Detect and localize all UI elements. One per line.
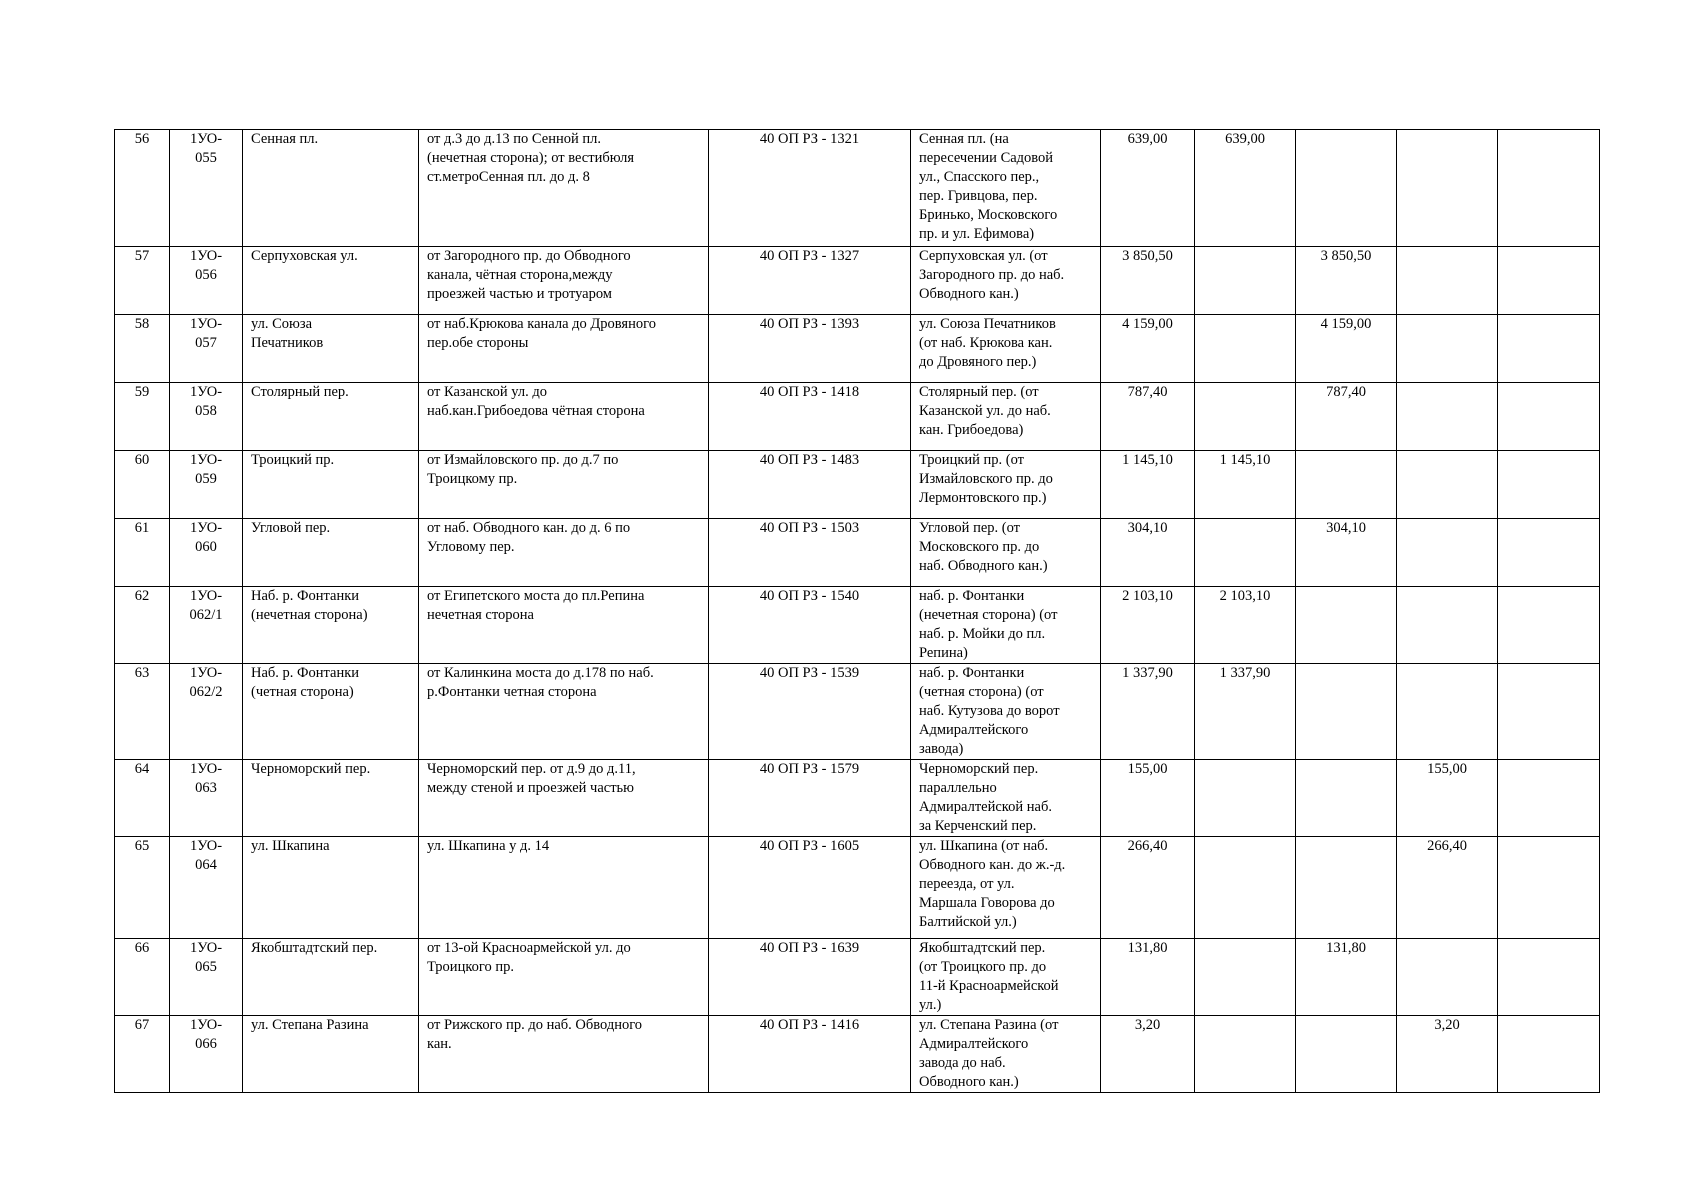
road-name-cell: Столярный пер. (от Казанской ул. до наб. кан. Грибоедова) [911, 383, 1101, 451]
value-cell-4 [1498, 939, 1600, 1016]
table-row [115, 939, 1600, 1016]
object-code-cell: 1УО- 060 [170, 519, 243, 587]
value-cell-2 [1296, 760, 1397, 837]
object-code-cell: 1УО- 062/2 [170, 664, 243, 760]
total-value-cell: 787,40 [1101, 383, 1195, 451]
street-name-cell: ул. Шкапина [243, 837, 419, 939]
total-value-cell: 3,20 [1101, 1016, 1195, 1093]
value-cell-3 [1397, 315, 1498, 383]
value-cell-3 [1397, 383, 1498, 451]
value-cell-1 [1195, 315, 1296, 383]
registry-number-cell: 40 ОП РЗ - 1579 [709, 760, 911, 837]
row-number-cell: 65 [115, 837, 170, 939]
row-number-cell: 66 [115, 939, 170, 1016]
street-name-cell: Наб. р. Фонтанки (четная сторона) [243, 664, 419, 760]
value-cell-3: 266,40 [1397, 837, 1498, 939]
location-description-cell: от д.3 до д.13 по Сенной пл. (нечетная сторона); от вестибюля ст.метроСенная пл. до д. 8 [419, 130, 709, 247]
road-name-cell: ул. Союза Печатников (от наб. Крюкова кан. до Дровяного пер.) [911, 315, 1101, 383]
row-number-cell: 67 [115, 1016, 170, 1093]
table-row [115, 451, 1600, 519]
total-value-cell: 1 145,10 [1101, 451, 1195, 519]
location-description-cell: от Казанской ул. до наб.кан.Грибоедова чётная сторона [419, 383, 709, 451]
total-value-cell: 639,00 [1101, 130, 1195, 247]
location-description-cell: от Египетского моста до пл.Репина нечетная сторона [419, 587, 709, 664]
location-description-cell: от Измайловского пр. до д.7 по Троицкому пр. [419, 451, 709, 519]
table-row [115, 130, 1600, 247]
value-cell-2: 304,10 [1296, 519, 1397, 587]
value-cell-3: 3,20 [1397, 1016, 1498, 1093]
total-value-cell: 266,40 [1101, 837, 1195, 939]
registry-number-cell: 40 ОП РЗ - 1639 [709, 939, 911, 1016]
location-description-cell: от наб. Обводного кан. до д. 6 по Угловому пер. [419, 519, 709, 587]
road-name-cell: наб. р. Фонтанки (четная сторона) (от наб. Кутузова до ворот Адмиралтейского завода) [911, 664, 1101, 760]
value-cell-4 [1498, 587, 1600, 664]
value-cell-3 [1397, 130, 1498, 247]
location-description-cell: Черноморский пер. от д.9 до д.11, между стеной и проезжей частью [419, 760, 709, 837]
table-row [115, 837, 1600, 939]
table-row [115, 247, 1600, 315]
row-number-cell: 59 [115, 383, 170, 451]
value-cell-3 [1397, 939, 1498, 1016]
registry-number-cell: 40 ОП РЗ - 1393 [709, 315, 911, 383]
value-cell-1 [1195, 760, 1296, 837]
road-name-cell: Серпуховская ул. (от Загородного пр. до наб. Обводного кан.) [911, 247, 1101, 315]
object-code-cell: 1УО- 066 [170, 1016, 243, 1093]
street-name-cell: ул. Степана Разина [243, 1016, 419, 1093]
total-value-cell: 1 337,90 [1101, 664, 1195, 760]
value-cell-4 [1498, 383, 1600, 451]
location-description-cell: от 13-ой Красноармейской ул. до Троицкого пр. [419, 939, 709, 1016]
total-value-cell: 3 850,50 [1101, 247, 1195, 315]
location-description-cell: от наб.Крюкова канала до Дровяного пер.обе стороны [419, 315, 709, 383]
value-cell-4 [1498, 664, 1600, 760]
value-cell-3: 155,00 [1397, 760, 1498, 837]
data-table [114, 129, 1600, 1093]
value-cell-2 [1296, 130, 1397, 247]
value-cell-4 [1498, 451, 1600, 519]
row-number-cell: 61 [115, 519, 170, 587]
street-name-cell: ул. Союза Печатников [243, 315, 419, 383]
value-cell-2 [1296, 587, 1397, 664]
registry-number-cell: 40 ОП РЗ - 1540 [709, 587, 911, 664]
registry-number-cell: 40 ОП РЗ - 1539 [709, 664, 911, 760]
road-name-cell: наб. р. Фонтанки (нечетная сторона) (от наб. р. Мойки до пл. Репина) [911, 587, 1101, 664]
registry-number-cell: 40 ОП РЗ - 1327 [709, 247, 911, 315]
row-number-cell: 63 [115, 664, 170, 760]
value-cell-2 [1296, 837, 1397, 939]
table-row [115, 760, 1600, 837]
value-cell-1 [1195, 939, 1296, 1016]
value-cell-2: 131,80 [1296, 939, 1397, 1016]
value-cell-2: 3 850,50 [1296, 247, 1397, 315]
total-value-cell: 131,80 [1101, 939, 1195, 1016]
value-cell-3 [1397, 664, 1498, 760]
registry-number-cell: 40 ОП РЗ - 1416 [709, 1016, 911, 1093]
location-description-cell: от Калинкина моста до д.178 по наб. р.Фонтанки четная сторона [419, 664, 709, 760]
row-number-cell: 57 [115, 247, 170, 315]
value-cell-3 [1397, 519, 1498, 587]
object-code-cell: 1УО- 058 [170, 383, 243, 451]
value-cell-4 [1498, 315, 1600, 383]
street-name-cell: Столярный пер. [243, 383, 419, 451]
value-cell-3 [1397, 451, 1498, 519]
street-name-cell: Угловой пер. [243, 519, 419, 587]
location-description-cell: ул. Шкапина у д. 14 [419, 837, 709, 939]
table-row [115, 587, 1600, 664]
table-row [115, 315, 1600, 383]
road-name-cell: Якобштадтский пер. (от Троицкого пр. до 11-й Красноармейской ул.) [911, 939, 1101, 1016]
value-cell-4 [1498, 247, 1600, 315]
object-code-cell: 1УО- 056 [170, 247, 243, 315]
table-body [115, 130, 1600, 1093]
street-name-cell: Троицкий пр. [243, 451, 419, 519]
value-cell-1: 2 103,10 [1195, 587, 1296, 664]
object-code-cell: 1УО- 065 [170, 939, 243, 1016]
table-row [115, 519, 1600, 587]
value-cell-1 [1195, 837, 1296, 939]
value-cell-4 [1498, 519, 1600, 587]
value-cell-4 [1498, 760, 1600, 837]
value-cell-1 [1195, 247, 1296, 315]
value-cell-1 [1195, 1016, 1296, 1093]
street-name-cell: Якобштадтский пер. [243, 939, 419, 1016]
registry-number-cell: 40 ОП РЗ - 1605 [709, 837, 911, 939]
row-number-cell: 62 [115, 587, 170, 664]
object-code-cell: 1УО- 064 [170, 837, 243, 939]
value-cell-3 [1397, 587, 1498, 664]
object-code-cell: 1УО- 059 [170, 451, 243, 519]
value-cell-1: 1 337,90 [1195, 664, 1296, 760]
value-cell-2: 787,40 [1296, 383, 1397, 451]
value-cell-1 [1195, 383, 1296, 451]
value-cell-4 [1498, 130, 1600, 247]
value-cell-1 [1195, 519, 1296, 587]
value-cell-2 [1296, 664, 1397, 760]
location-description-cell: от Загородного пр. до Обводного канала, чётная сторона,между проезжей частью и тротуаром [419, 247, 709, 315]
street-name-cell: Сенная пл. [243, 130, 419, 247]
table-row [115, 383, 1600, 451]
value-cell-1: 1 145,10 [1195, 451, 1296, 519]
road-name-cell: ул. Степана Разина (от Адмиралтейского завода до наб. Обводного кан.) [911, 1016, 1101, 1093]
registry-number-cell: 40 ОП РЗ - 1503 [709, 519, 911, 587]
row-number-cell: 58 [115, 315, 170, 383]
row-number-cell: 60 [115, 451, 170, 519]
street-name-cell: Наб. р. Фонтанки (нечетная сторона) [243, 587, 419, 664]
object-code-cell: 1УО- 055 [170, 130, 243, 247]
location-description-cell: от Рижского пр. до наб. Обводного кан. [419, 1016, 709, 1093]
row-number-cell: 64 [115, 760, 170, 837]
row-number-cell: 56 [115, 130, 170, 247]
road-name-cell: Троицкий пр. (от Измайловского пр. до Лермонтовского пр.) [911, 451, 1101, 519]
value-cell-4 [1498, 1016, 1600, 1093]
road-name-cell: Сенная пл. (на пересечении Садовой ул., Спасского пер., пер. Гривцова, пер. Бринько, Московского пр. и ул. Ефимова) [911, 130, 1101, 247]
total-value-cell: 304,10 [1101, 519, 1195, 587]
value-cell-1: 639,00 [1195, 130, 1296, 247]
object-code-cell: 1УО- 063 [170, 760, 243, 837]
value-cell-2: 4 159,00 [1296, 315, 1397, 383]
registry-number-cell: 40 ОП РЗ - 1418 [709, 383, 911, 451]
road-name-cell: Черноморский пер. параллельно Адмиралтейской наб. за Керченский пер. [911, 760, 1101, 837]
street-name-cell: Серпуховская ул. [243, 247, 419, 315]
table-row [115, 1016, 1600, 1093]
value-cell-4 [1498, 837, 1600, 939]
road-name-cell: Угловой пер. (от Московского пр. до наб. Обводного кан.) [911, 519, 1101, 587]
total-value-cell: 2 103,10 [1101, 587, 1195, 664]
road-name-cell: ул. Шкапина (от наб. Обводного кан. до ж.-д. переезда, от ул. Маршала Говорова до Балтийской ул.) [911, 837, 1101, 939]
object-code-cell: 1УО- 057 [170, 315, 243, 383]
table-row [115, 664, 1600, 760]
total-value-cell: 4 159,00 [1101, 315, 1195, 383]
total-value-cell: 155,00 [1101, 760, 1195, 837]
object-code-cell: 1УО- 062/1 [170, 587, 243, 664]
value-cell-3 [1397, 247, 1498, 315]
value-cell-2 [1296, 451, 1397, 519]
street-name-cell: Черноморский пер. [243, 760, 419, 837]
registry-number-cell: 40 ОП РЗ - 1483 [709, 451, 911, 519]
registry-number-cell: 40 ОП РЗ - 1321 [709, 130, 911, 247]
value-cell-2 [1296, 1016, 1397, 1093]
